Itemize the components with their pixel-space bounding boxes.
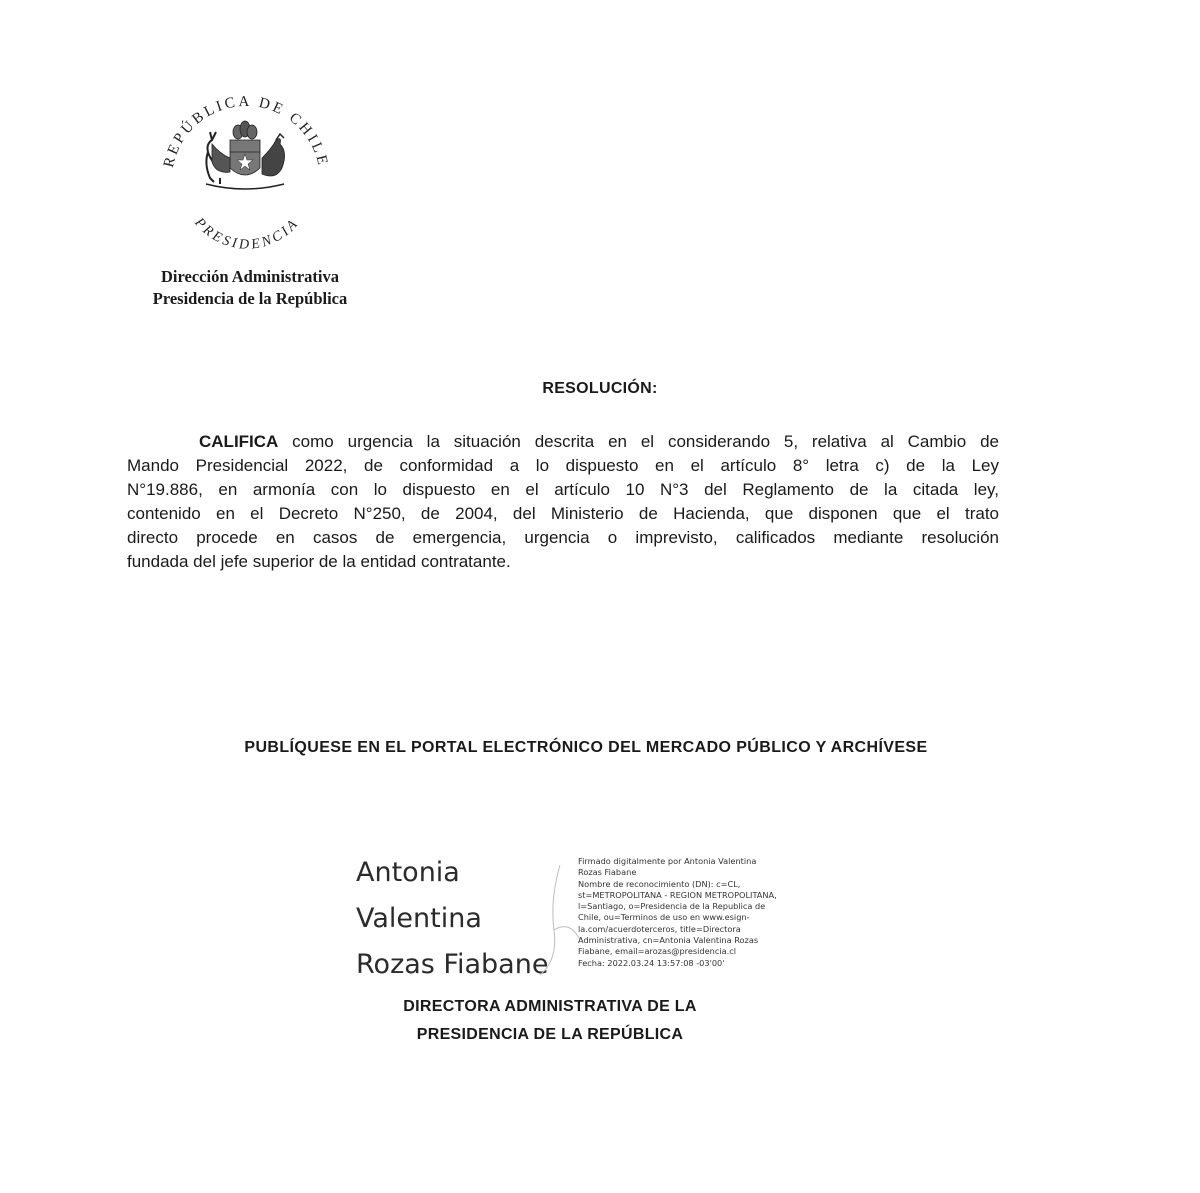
presidency-seal xyxy=(150,82,340,252)
signature-detail-line: Administrativa, cn=Antonia Valentina Rozas xyxy=(578,935,759,946)
resolution-line-1 xyxy=(127,430,999,454)
signature-detail-line: l=Santiago, o=Presidencia de la Republica de xyxy=(578,901,766,912)
signature-detail-line: st=METROPOLITANA - REGION METROPOLITANA, xyxy=(578,889,777,900)
signature-detail-line: Chile, ou=Terminos de uso en www.esign- xyxy=(578,912,750,923)
signature-name-line-3: Rozas Fiabane xyxy=(356,949,549,980)
signature-detail-line: Firmado digitalmente por Antonia Valentina xyxy=(578,856,757,866)
signature-name-line-1: Antonia xyxy=(356,857,460,888)
signer-title-line-2: PRESIDENCIA DE LA REPÚBLICA xyxy=(416,1026,684,1043)
department-block xyxy=(120,266,380,310)
coat-of-arms-icon xyxy=(206,121,285,189)
resolution-line-1-text: como urgencia la situación descrita en el considerando 5, relativa al Cambio de xyxy=(278,432,999,451)
signature-name-line-2: Valentina xyxy=(356,903,482,934)
department-line-2: Presidencia de la República xyxy=(152,289,348,308)
signer-title-line-1: DIRECTORA ADMINISTRATIVA DE LA xyxy=(403,998,697,1015)
seal-bottom-text: PRESIDENCIA xyxy=(191,215,303,252)
resolution-line-3: N°19.886, en armonía con lo dispuesto en el artículo 10 N°3 del Reglamento de la citada ley, xyxy=(127,480,999,499)
seal-top-text: REPÚBLICA DE CHILE xyxy=(161,93,331,170)
signature-detail-line: Fecha: 2022.03.24 13:57:08 -03'00' xyxy=(578,957,725,968)
signature-detail-line: Rozas Fiabane xyxy=(578,867,637,878)
resolution-heading: RESOLUCIÓN: xyxy=(542,380,658,397)
signature-detail-line: Nombre de reconocimiento (DN): c=CL, xyxy=(578,878,741,889)
resolution-line-6: fundada del jefe superior de la entidad contratante. xyxy=(127,552,511,571)
resolution-body xyxy=(127,430,999,574)
svg-text:PRESIDENCIA xyxy=(191,215,303,252)
resolution-line-5: directo procede en casos de emergencia, urgencia o imprevisto, calificados mediante resolución xyxy=(127,528,999,547)
signature-detail-line: la.com/acuerdoterceros, title=Directora xyxy=(578,923,741,934)
resolution-keyword: CALIFICA xyxy=(199,432,279,451)
resolution-line-2: Mando Presidencial 2022, de conformidad a lo dispuesto en el artículo 8° letra c) de la Ley xyxy=(127,456,999,475)
department-line-1: Dirección Administrativa xyxy=(161,267,339,286)
signer-title xyxy=(340,993,760,1049)
resolution-line-4: contenido en el Decreto N°250, de 2004, del Ministerio de Hacienda, que disponen que el trato xyxy=(127,504,999,523)
digital-signature-details xyxy=(578,856,803,969)
publish-notice: PUBLÍQUESE EN EL PORTAL ELECTRÓNICO DEL MERCADO PÚBLICO Y ARCHÍVESE xyxy=(244,739,928,756)
signature-detail-line: Fiabane, email=arozas@presidencia.cl xyxy=(578,946,737,957)
